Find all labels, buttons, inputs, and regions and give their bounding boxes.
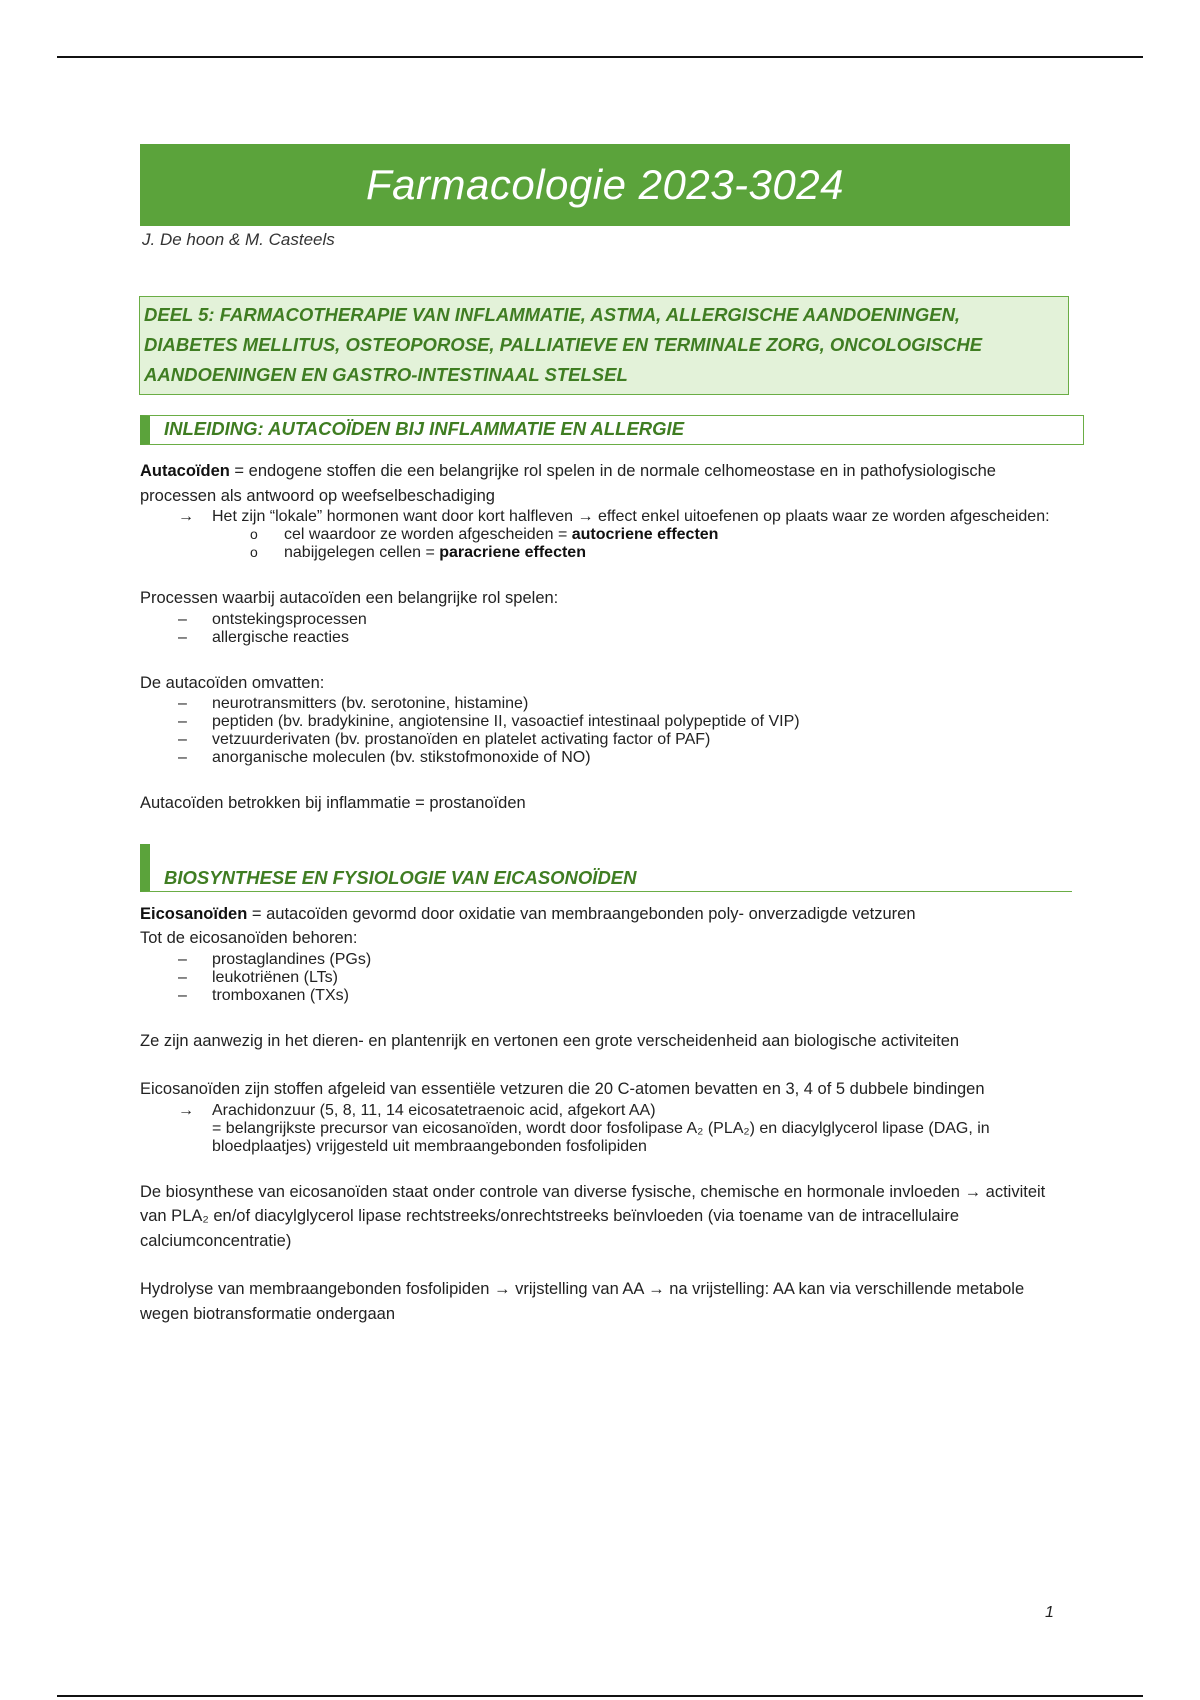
list-item-text: leukotriënen (LTs) [212, 968, 338, 986]
paragraph: De biosynthese van eicosanoïden staat onder controle van diverse fysische, chemische en hormonale invloeden → activiteit van PLA₂ en/of diacylglycerol lipase rechtstreeks/onrechtstreeks beïnvloeden (via toename van de intracellulaire calciumconcentratie) [140, 1182, 1046, 1250]
part-heading-box [139, 296, 1069, 395]
list-item-text: neurotransmitters (bv. serotonine, histamine) [212, 695, 529, 712]
dash-bullet-icon: – [178, 968, 187, 986]
dash-bullet-icon: – [178, 628, 187, 646]
definition-eicosanoids [140, 902, 1070, 927]
definition-term: Autacoïden [140, 462, 230, 480]
list-item [178, 731, 1070, 749]
document-title: Farmacologie 2023-3024 [366, 161, 844, 208]
part-heading-line: DEEL 5: FARMACOTHERAPIE VAN INFLAMMATIE, ASTMA, ALLERGISCHE AANDOENINGEN, [144, 304, 961, 325]
circle-bullet-icon: o [250, 544, 258, 560]
dash-bullet-icon: – [178, 695, 187, 712]
bottom-rule [57, 1695, 1143, 1697]
page-number: 1 [1045, 1604, 1054, 1621]
list-item-text: peptiden (bv. bradykinine, angiotensine II, vasoactief intestinaal polypeptide of VIP) [212, 713, 800, 730]
dash-bullet-icon: – [178, 713, 187, 730]
section-heading-introduction: INLEIDING: AUTACOÏDEN BIJ INFLAMMATIE EN ALLERGIE [140, 415, 1084, 445]
processes-intro: Processen waarbij autacoïden een belangrijke rol spelen: [140, 589, 559, 607]
list-item-text: allergische reacties [212, 628, 349, 646]
belong-intro: Tot de eicosanoïden behoren: [140, 929, 358, 947]
definition-text: = endogene stoffen die een belangrijke rol spelen in de normale celhomeostase en in pathofysiologische processen als antwoord op weefselbeschadiging [140, 462, 996, 505]
list-item [178, 987, 1070, 1005]
arrow-item-text: = belangrijkste precursor van eicosanoïden, wordt door fosfolipase A₂ (PLA₂) en diacylglycerol lipase (DAG, in bloedplaatjes) vrijgesteld uit membraangebonden fosfolipiden [212, 1119, 990, 1155]
list-item [178, 629, 1070, 647]
list-item [178, 695, 1070, 713]
part-heading-line: DIABETES MELLITUS, OSTEOPOROSE, PALLIATIEVE EN TERMINALE ZORG, ONCOLOGISCHE [144, 334, 983, 355]
arrow-item [178, 508, 1070, 526]
list-item [178, 969, 1070, 987]
top-rule [57, 56, 1143, 58]
definition-text: = autacoïden gevormd door oxidatie van membraangebonden poly- onverzadigde vetzuren [247, 904, 916, 923]
sub-bullet-item [250, 544, 1070, 562]
title-banner [140, 144, 1070, 226]
list-item-text: ontstekingsprocessen [212, 610, 367, 628]
list-item-text: anorganische moleculen (bv. stikstofmonoxide of NO) [212, 749, 591, 766]
arrow-item-text: Arachidonzuur (5, 8, 11, 14 eicosatetraenoic acid, afgekort AA) [212, 1101, 656, 1119]
list-item [178, 713, 1070, 731]
list-item [178, 951, 1070, 969]
paragraph: Hydrolyse van membraangebonden fosfolipiden → vrijstelling van AA → na vrijstelling: AA kan via verschillende metabole wegen biotransformatie ondergaan [140, 1280, 1025, 1323]
sub-bullet-item [250, 526, 1070, 544]
dash-bullet-icon: – [178, 986, 187, 1004]
dash-bullet-icon: – [178, 749, 187, 766]
list-item-text: vetzuurderivaten (bv. prostanoïden en platelet activating factor of PAF) [212, 731, 711, 748]
list-item [178, 749, 1070, 767]
paragraph: Eicosanoïden zijn stoffen afgeleid van essentiële vetzuren die 20 C-atomen bevatten en 3, 4 of 5 dubbele bindingen [140, 1080, 985, 1098]
arrow-item [178, 1102, 1070, 1156]
dash-bullet-icon: – [178, 731, 187, 748]
sub-bullet-text: cel waardoor ze worden afgescheiden = [284, 526, 572, 543]
arrow-icon: → [178, 508, 194, 525]
list-item-text: tromboxanen (TXs) [212, 986, 349, 1004]
section-heading-biosynthesis: BIOSYNTHESE EN FYSIOLOGIE VAN EICASONOÏDEN [140, 844, 1072, 892]
dash-bullet-icon: – [178, 610, 187, 628]
paragraph: Ze zijn aanwezig in het dieren- en plantenrijk en vertonen een grote verscheidenheid aan biologische activiteiten [140, 1031, 960, 1050]
arrow-item-text: Het zijn “lokale” hormonen want door kort halfleven → effect enkel uitoefenen op plaats waar ze worden afgescheiden: [212, 508, 1050, 525]
authors: J. De hoon & M. Casteels [142, 230, 335, 249]
sub-bullet-text: nabijgelegen cellen = [284, 544, 440, 561]
document-page [140, 144, 1070, 1326]
arrow-icon: → [178, 1101, 194, 1119]
dash-bullet-icon: – [178, 950, 187, 968]
includes-intro: De autacoïden omvatten: [140, 673, 325, 692]
sub-bullet-bold: paracriene effecten [439, 544, 586, 561]
sub-bullet-bold: autocriene effecten [571, 526, 719, 543]
definition-term: Eicosanoïden [140, 904, 248, 923]
definition-autacoids [140, 459, 1070, 508]
list-item [178, 611, 1070, 629]
part-heading-line: AANDOENINGEN EN GASTRO-INTESTINAAL STELSEL [144, 364, 628, 385]
list-item-text: prostaglandines (PGs) [212, 950, 372, 968]
conclusion: Autacoïden betrokken bij inflammatie = prostanoïden [140, 794, 526, 812]
circle-bullet-icon: o [250, 526, 258, 542]
